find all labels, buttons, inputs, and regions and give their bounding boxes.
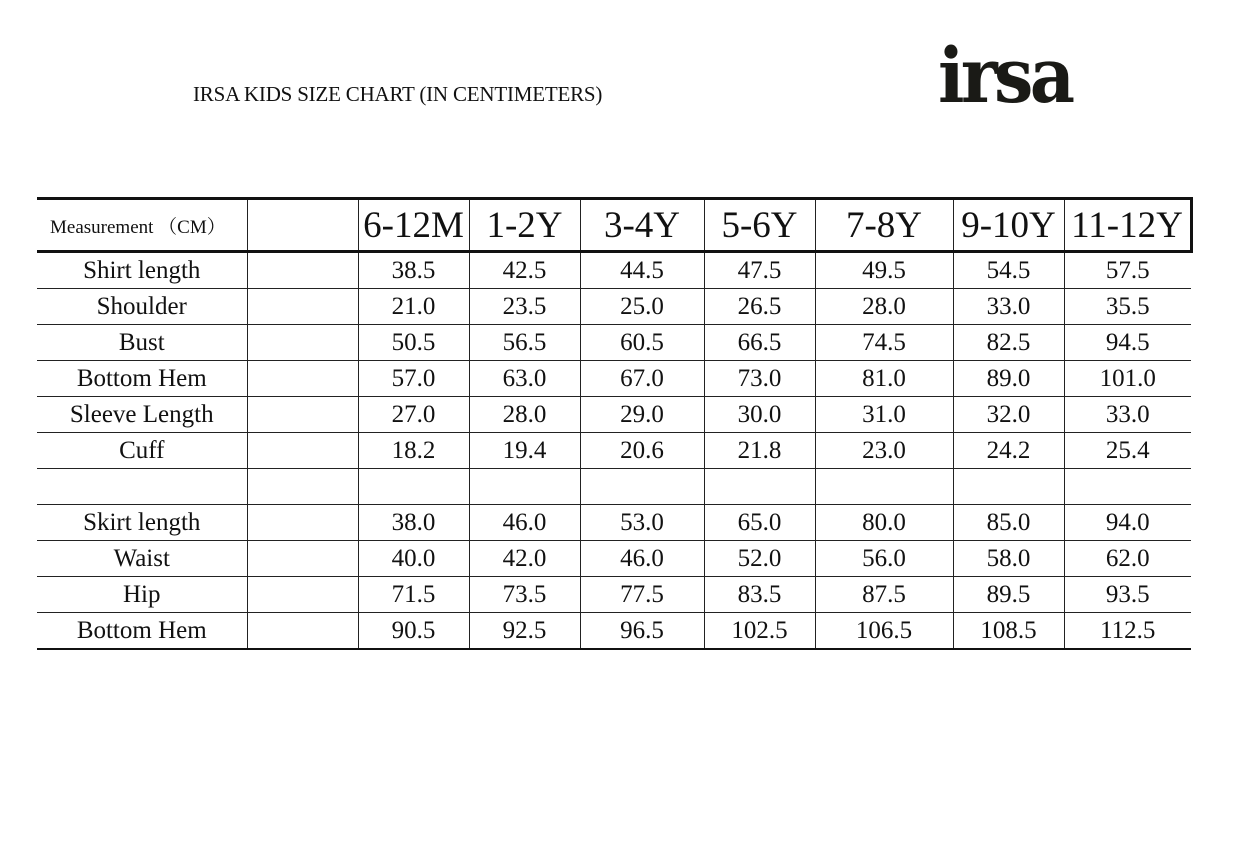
measurement-label: Hip xyxy=(37,577,247,613)
table-row xyxy=(37,505,1191,541)
value-cell: 38.5 xyxy=(358,252,469,289)
size-header: 7-8Y xyxy=(815,199,953,252)
empty-cell xyxy=(37,469,247,505)
value-cell: 23.5 xyxy=(469,289,580,325)
value-cell: 47.5 xyxy=(704,252,815,289)
empty-cell xyxy=(469,469,580,505)
value-cell: 53.0 xyxy=(580,505,704,541)
value-cell: 54.5 xyxy=(953,252,1064,289)
value-cell: 33.0 xyxy=(953,289,1064,325)
value-cell: 27.0 xyxy=(358,397,469,433)
value-cell: 56.0 xyxy=(815,541,953,577)
size-table xyxy=(37,197,1193,650)
value-cell: 73.0 xyxy=(704,361,815,397)
value-cell: 60.5 xyxy=(580,325,704,361)
empty-cell xyxy=(247,469,358,505)
value-cell: 74.5 xyxy=(815,325,953,361)
measurement-label: Waist xyxy=(37,541,247,577)
value-cell: 25.4 xyxy=(1064,433,1191,469)
empty-cell xyxy=(358,469,469,505)
blank-cell xyxy=(247,289,358,325)
value-cell: 56.5 xyxy=(469,325,580,361)
value-cell: 30.0 xyxy=(704,397,815,433)
blank-cell xyxy=(247,505,358,541)
measurement-label: Shirt length xyxy=(37,252,247,289)
value-cell: 25.0 xyxy=(580,289,704,325)
value-cell: 81.0 xyxy=(815,361,953,397)
value-cell: 42.0 xyxy=(469,541,580,577)
table-row xyxy=(37,541,1191,577)
value-cell: 40.0 xyxy=(358,541,469,577)
measurement-label: Shoulder xyxy=(37,289,247,325)
value-cell: 87.5 xyxy=(815,577,953,613)
value-cell: 28.0 xyxy=(469,397,580,433)
size-header: 1-2Y xyxy=(469,199,580,252)
size-header: 11-12Y xyxy=(1064,199,1191,252)
value-cell: 31.0 xyxy=(815,397,953,433)
value-cell: 23.0 xyxy=(815,433,953,469)
value-cell: 71.5 xyxy=(358,577,469,613)
table-row xyxy=(37,433,1191,469)
value-cell: 93.5 xyxy=(1064,577,1191,613)
value-cell: 50.5 xyxy=(358,325,469,361)
value-cell: 18.2 xyxy=(358,433,469,469)
value-cell: 52.0 xyxy=(704,541,815,577)
value-cell: 80.0 xyxy=(815,505,953,541)
value-cell: 65.0 xyxy=(704,505,815,541)
value-cell: 101.0 xyxy=(1064,361,1191,397)
value-cell: 49.5 xyxy=(815,252,953,289)
value-cell: 85.0 xyxy=(953,505,1064,541)
value-cell: 94.5 xyxy=(1064,325,1191,361)
value-cell: 29.0 xyxy=(580,397,704,433)
value-cell: 77.5 xyxy=(580,577,704,613)
value-cell: 42.5 xyxy=(469,252,580,289)
empty-cell xyxy=(953,469,1064,505)
measurement-label: Bust xyxy=(37,325,247,361)
empty-cell xyxy=(704,469,815,505)
value-cell: 32.0 xyxy=(953,397,1064,433)
value-cell: 19.4 xyxy=(469,433,580,469)
measurement-label: Skirt length xyxy=(37,505,247,541)
blank-cell xyxy=(247,252,358,289)
brand-logo: irsa xyxy=(938,31,1072,120)
table-row xyxy=(37,289,1191,325)
measurement-label: Cuff xyxy=(37,433,247,469)
blank-cell xyxy=(247,361,358,397)
measurement-label: Bottom Hem xyxy=(37,361,247,397)
value-cell: 90.5 xyxy=(358,613,469,650)
value-cell: 28.0 xyxy=(815,289,953,325)
blank-cell xyxy=(247,397,358,433)
size-header: 6-12M xyxy=(358,199,469,252)
table-header-row xyxy=(37,199,1191,252)
value-cell: 58.0 xyxy=(953,541,1064,577)
measurement-header: Measurement （CM） xyxy=(37,199,247,252)
value-cell: 106.5 xyxy=(815,613,953,650)
measurement-label: Bottom Hem xyxy=(37,613,247,650)
size-chart xyxy=(37,197,1193,650)
table-row xyxy=(37,361,1191,397)
header-blank-cell xyxy=(247,199,358,252)
empty-cell xyxy=(580,469,704,505)
value-cell: 46.0 xyxy=(469,505,580,541)
value-cell: 82.5 xyxy=(953,325,1064,361)
table-row xyxy=(37,252,1191,289)
table-row xyxy=(37,397,1191,433)
value-cell: 21.0 xyxy=(358,289,469,325)
value-cell: 46.0 xyxy=(580,541,704,577)
value-cell: 67.0 xyxy=(580,361,704,397)
table-body xyxy=(37,199,1191,650)
blank-cell xyxy=(247,325,358,361)
empty-cell xyxy=(815,469,953,505)
value-cell: 24.2 xyxy=(953,433,1064,469)
value-cell: 89.5 xyxy=(953,577,1064,613)
value-cell: 20.6 xyxy=(580,433,704,469)
value-cell: 21.8 xyxy=(704,433,815,469)
value-cell: 57.0 xyxy=(358,361,469,397)
value-cell: 33.0 xyxy=(1064,397,1191,433)
value-cell: 92.5 xyxy=(469,613,580,650)
empty-cell xyxy=(1064,469,1191,505)
blank-cell xyxy=(247,613,358,650)
value-cell: 102.5 xyxy=(704,613,815,650)
value-cell: 89.0 xyxy=(953,361,1064,397)
page-title: IRSA KIDS SIZE CHART (IN CENTIMETERS) xyxy=(193,82,603,106)
value-cell: 108.5 xyxy=(953,613,1064,650)
size-header: 3-4Y xyxy=(580,199,704,252)
value-cell: 83.5 xyxy=(704,577,815,613)
value-cell: 35.5 xyxy=(1064,289,1191,325)
value-cell: 96.5 xyxy=(580,613,704,650)
blank-cell xyxy=(247,433,358,469)
value-cell: 57.5 xyxy=(1064,252,1191,289)
value-cell: 26.5 xyxy=(704,289,815,325)
spacer-row xyxy=(37,469,1191,505)
value-cell: 112.5 xyxy=(1064,613,1191,650)
size-header: 9-10Y xyxy=(953,199,1064,252)
value-cell: 38.0 xyxy=(358,505,469,541)
measurement-label: Sleeve Length xyxy=(37,397,247,433)
value-cell: 44.5 xyxy=(580,252,704,289)
value-cell: 94.0 xyxy=(1064,505,1191,541)
value-cell: 63.0 xyxy=(469,361,580,397)
size-header: 5-6Y xyxy=(704,199,815,252)
value-cell: 66.5 xyxy=(704,325,815,361)
blank-cell xyxy=(247,541,358,577)
table-row xyxy=(37,577,1191,613)
blank-cell xyxy=(247,577,358,613)
table-row xyxy=(37,613,1191,650)
value-cell: 73.5 xyxy=(469,577,580,613)
table-row xyxy=(37,325,1191,361)
value-cell: 62.0 xyxy=(1064,541,1191,577)
